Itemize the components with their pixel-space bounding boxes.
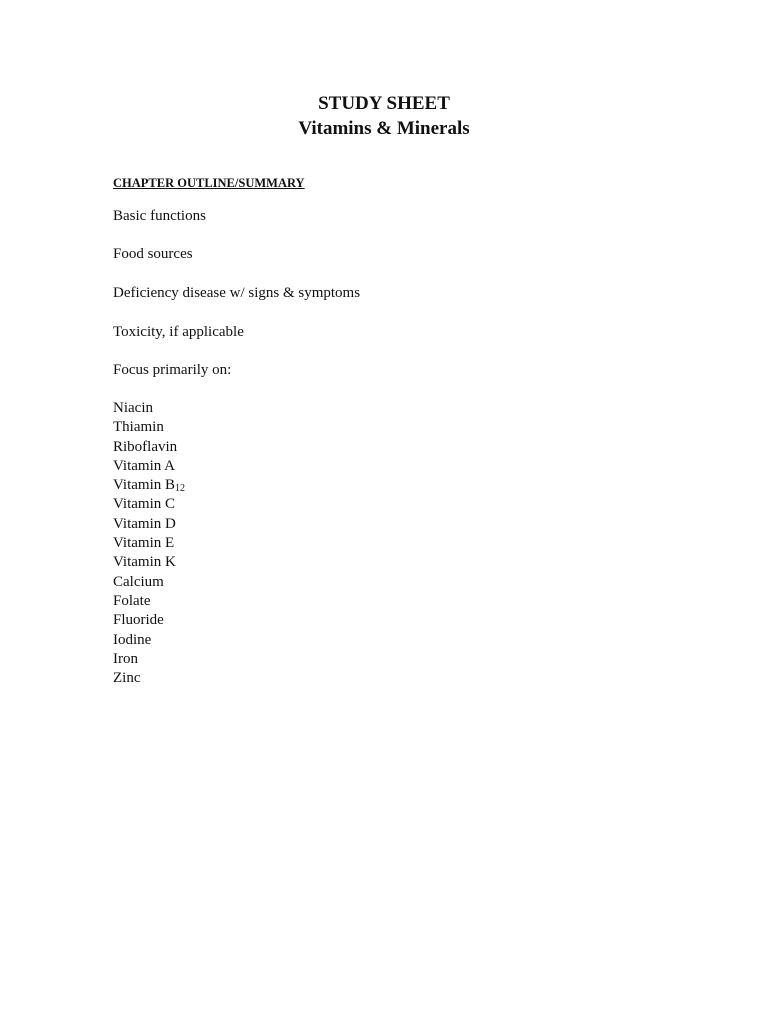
document-subtitle: Vitamins & Minerals — [298, 118, 470, 139]
list-item-folate — [113, 592, 185, 611]
list-item-calcium — [113, 573, 185, 592]
section-heading: CHAPTER OUTLINE/SUMMARY — [113, 176, 305, 190]
nutrient-name: Vitamin B — [113, 477, 176, 494]
nutrient-name: Thiamin — [113, 419, 164, 436]
nutrient-name: Vitamin E — [113, 535, 175, 552]
nutrient-name: Folate — [113, 592, 151, 609]
list-item-vitamin-b12 — [113, 476, 185, 495]
nutrient-name: Iodine — [113, 631, 152, 648]
outline-item-focus: Focus primarily on: — [113, 362, 232, 378]
list-item-iron — [113, 650, 185, 669]
list-item-zinc — [113, 669, 185, 688]
nutrient-name: Iron — [113, 650, 138, 667]
list-item-riboflavin — [113, 438, 185, 457]
nutrient-name: Vitamin D — [113, 515, 176, 532]
list-item-fluoride — [113, 611, 185, 630]
document-title: STUDY SHEET — [318, 93, 450, 114]
nutrient-name: Vitamin K — [113, 554, 176, 571]
list-item-vitamin-a — [113, 457, 185, 476]
nutrient-subscript: 12 — [175, 483, 186, 495]
nutrient-name: Fluoride — [113, 612, 164, 629]
outline-item-food-sources: Food sources — [113, 246, 193, 262]
outline-item-deficiency: Deficiency disease w/ signs & symptoms — [113, 285, 361, 301]
list-item-vitamin-e — [113, 534, 185, 553]
list-item-vitamin-k — [113, 553, 185, 572]
nutrient-name: Vitamin C — [113, 496, 176, 513]
nutrient-list — [113, 399, 185, 688]
list-item-vitamin-c — [113, 495, 185, 514]
nutrient-name: Riboflavin — [113, 438, 178, 455]
nutrient-name: Calcium — [113, 573, 164, 590]
list-item-niacin — [113, 399, 185, 418]
nutrient-name: Zinc — [113, 670, 141, 687]
list-item-iodine — [113, 631, 185, 650]
outline-item-basic-functions: Basic functions — [113, 208, 206, 224]
outline-item-toxicity: Toxicity, if applicable — [113, 324, 244, 340]
list-item-vitamin-d — [113, 515, 185, 534]
nutrient-name: Niacin — [113, 400, 153, 416]
list-item-thiamin — [113, 418, 185, 437]
nutrient-name: Vitamin A — [113, 457, 176, 474]
